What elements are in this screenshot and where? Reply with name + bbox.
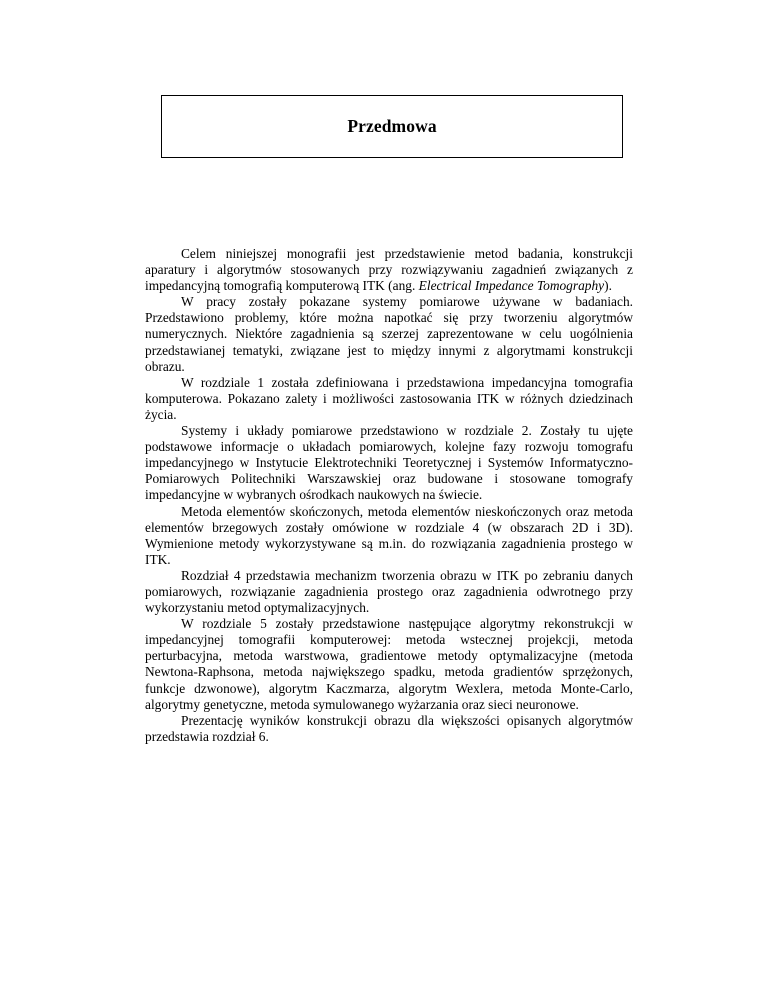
- paragraph-6: Rozdział 4 przedstawia mechanizm tworzenia obrazu w ITK po zebraniu danych pomiarowych, rozwiązanie zagadnienia prostego oraz zagadnienia odwrotnego przy wykorzystaniu metod optymalizacyjnych.: [145, 567, 633, 616]
- paragraph-1-end: ).: [604, 278, 612, 294]
- page-title: Przedmowa: [347, 116, 437, 136]
- paragraph-1: [145, 246, 633, 294]
- paragraph-3: W rozdziale 1 została zdefiniowana i przedstawiona impedancyjna tomografia komputerowa. Pokazano zalety i możliwości zastosowania ITK w różnych dziedzinach życia.: [145, 374, 633, 422]
- paragraph-2: W pracy zostały pokazane systemy pomiarowe używane w badaniach. Przedstawiono problemy, które można napotkać się przy tworzeniu algorytmów numerycznych. Niektóre zagadnienia są szerzej zaprezentowane w celu uogólnienia przedstawianej tematyki, związane jest to między innymi z algorytmami konstrukcji obrazu.: [145, 294, 633, 374]
- paragraph-1-text: Celem niniejszej monografii jest przedstawienie metod badania, konstrukcji aparatury i algorytmów stosowanych przy rozwiązywaniu zagadnień związanych z impedancyjną tomografią komputerową ITK (ang.: [145, 246, 633, 294]
- paragraph-4: Systemy i układy pomiarowe przedstawiono w rozdziale 2. Zostały tu ujęte podstawowe informacje o układach pomiarowych, kolejne fazy rozwoju tomografu impedancyjnego w Instytucie Elektrotechniki Teoretycznej i Systemów Informatyczno-Pomiarowych Politechniki Warszawskiej oraz budowane i stosowane tomografy impedancyjne w wybranych ośrodkach naukowych na świecie.: [145, 423, 633, 503]
- preface-body: [145, 246, 633, 745]
- paragraph-5: Metoda elementów skończonych, metoda elementów nieskończonych oraz metoda elementów brzegowych zostały omówione w rozdziale 4 (w obszarach 2D i 3D). Wymienione metody wykorzystywane są m.in. do rozwiązania zagadnienia prostego w ITK.: [145, 503, 633, 567]
- title-box: [161, 95, 623, 158]
- paragraph-1-italic-term: Electrical Impedance Tomography: [418, 278, 605, 294]
- paragraph-7: W rozdziale 5 zostały przedstawione następujące algorytmy rekonstrukcji w impedancyjnej tomografii komputerowej: metoda wstecznej projekcji, metoda perturbacyjna, metoda warstwowa, gradientowe metody optymalizacyjne (metoda Newtona-Raphsona, metoda największego spadku, metoda gradientów sprzężonych, funkcje dzwonowe), algorytm Kaczmarza, algorytm Wexlera, metoda Monte-Carlo, algorytmy genetyczne, metoda symulowanego wyżarzania oraz sieci neuronowe.: [145, 616, 633, 712]
- paragraph-8: Prezentację wyników konstrukcji obrazu dla większości opisanych algorytmów przedstawia rozdział 6.: [145, 712, 633, 744]
